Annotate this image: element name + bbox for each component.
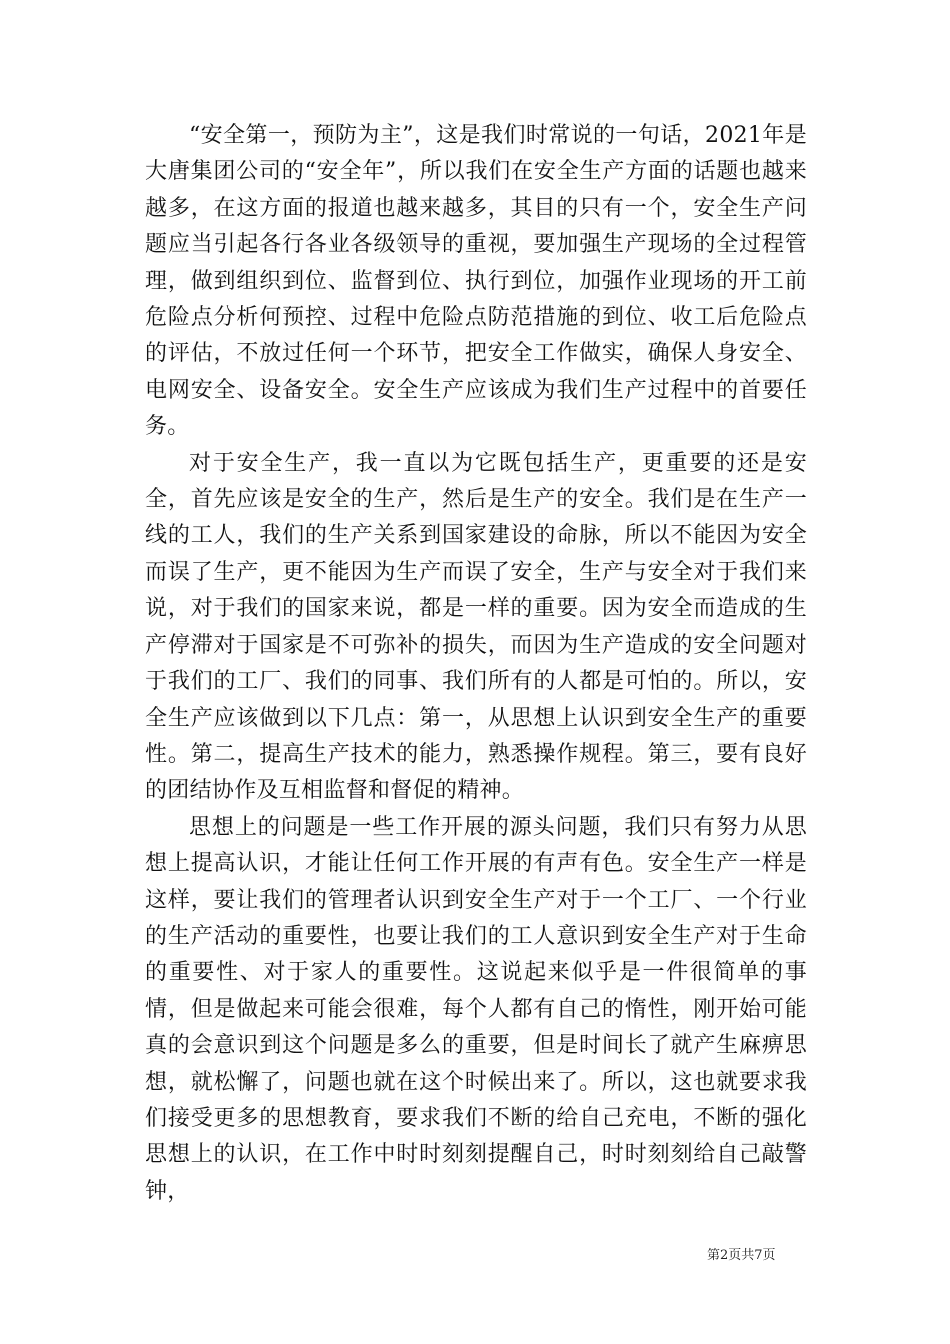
paragraph-1: “安全第一，预防为主”，这是我们时常说的一句话，2021年是大唐集团公司的“安全年”，所以我们在安全生产方面的话题也越来越多，在这方面的报道也越来越多，其目的只有一个，安全生产问题应当引起各行各业各级领导的重视，要加强生产现场的全过程管理，做到组织到位、监督到位、执行到位，加强作业现场的开工前危险点分析何预控、过程中危险点防范措施的到位、收工后危险点的评估，不放过任何一个环节，把安全工作做实，确保人身安全、电网安全、设备安全。安全生产应该成为我们生产过程中的首要任务。 — [145, 123, 807, 440]
paragraph-3: 思想上的问题是一些工作开展的源头问题，我们只有努力从思想上提高认识，才能让任何工作开展的有声有色。安全生产一样是这样，要让我们的管理者认识到安全生产对于一个工厂、一个行业的生产活动的重要性，也要让我们的工人意识到安全生产对于生命的重要性、对于家人的重要性。这说起来似乎是一件很简单的事情，但是做起来可能会很难，每个人都有自己的惰性，刚开始可能真的会意识到这个问题是多么的重要，但是时间长了就产生麻痹思想，就松懈了，问题也就在这个时候出来了。所以，这也就要求我们接受更多的思想教育，要求我们不断的给自己充电，不断的强化思想上的认识，在工作中时时刻刻提醒自己，时时刻刻给自己敲警钟， — [145, 814, 807, 1204]
page-number: 第2页共7页 — [707, 1248, 776, 1263]
paragraph-2: 对于安全生产，我一直以为它既包括生产，更重要的还是安全，首先应该是安全的生产，然后是生产的安全。我们是在生产一线的工人，我们的生产关系到国家建设的命脉，所以不能因为安全而误了生产，更不能因为生产而误了安全，生产与安全对于我们来说，对于我们的国家来说，都是一样的重要。因为安全而造成的生产停滞对于国家是不可弥补的损失，而因为生产造成的安全问题对于我们的工厂、我们的同事、我们所有的人都是可怕的。所以，安全生产应该做到以下几点：第一，从思想上认识到安全生产的重要性。第二，提高生产技术的能力，熟悉操作规程。第三，要有良好的团结协作及互相监督和督促的精神。 — [145, 450, 807, 804]
body-text — [145, 118, 807, 1210]
